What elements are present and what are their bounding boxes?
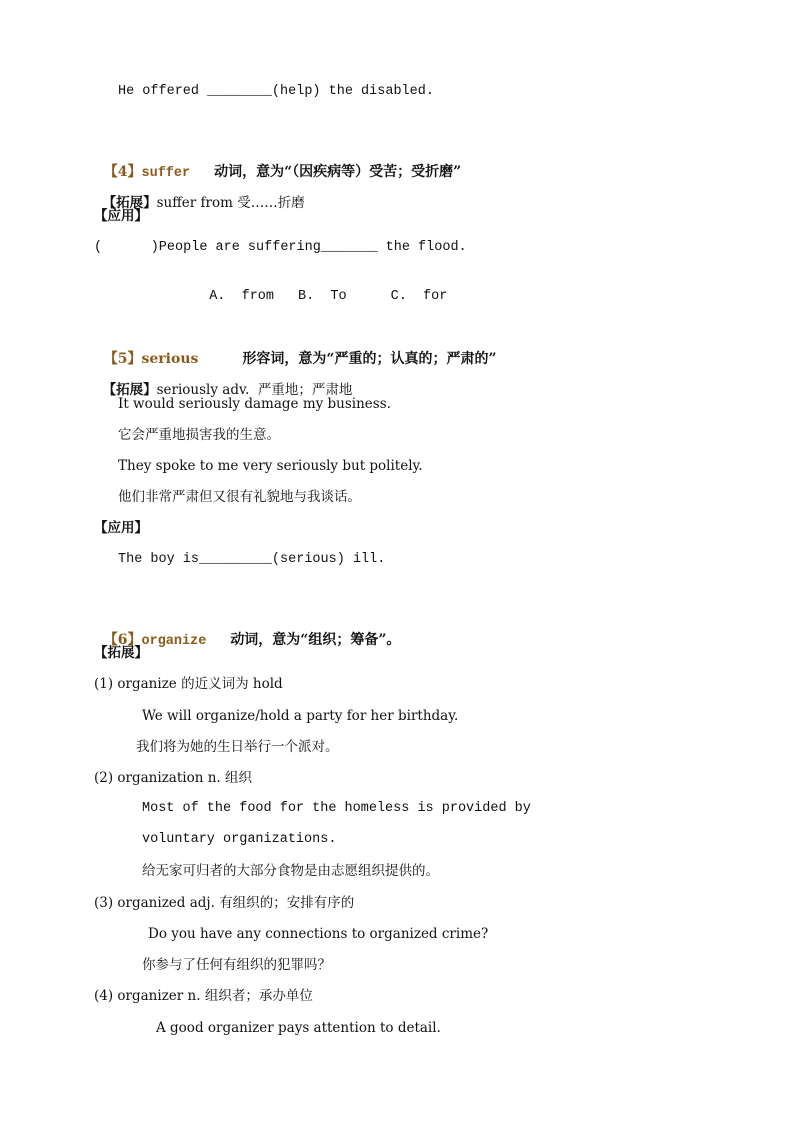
intro-sentence: He offered ________(help) the disabled. bbox=[118, 84, 434, 99]
section-6-extension-label: 【拓展】 bbox=[94, 645, 148, 661]
section-5-application-label: 【应用】 bbox=[94, 520, 148, 536]
section-5-extension-text: seriously adv. 严重地；严肃地 bbox=[156, 382, 353, 398]
section-5-word: serious bbox=[141, 351, 199, 367]
section-6-item-4-en: A good organizer pays attention to detail. bbox=[156, 1020, 441, 1036]
section-6-item-1-zh: 我们将为她的生日举行一个派对。 bbox=[136, 739, 339, 755]
extension-label: 【拓展】 bbox=[102, 195, 157, 211]
section-5-example-1-zh: 它会严重地损害我的生意。 bbox=[118, 427, 280, 443]
section-5-example-2-en: They spoke to me very seriously but politely. bbox=[118, 458, 423, 474]
section-6-item-2: (2) organization n. 组织 bbox=[94, 770, 252, 786]
section-4-question: ( )People are suffering_______ the flood. bbox=[94, 240, 467, 255]
section-4-number: 【4】 bbox=[103, 164, 142, 180]
section-6-number: 【6】 bbox=[103, 632, 142, 648]
section-5-extension bbox=[94, 363, 352, 399]
section-4-definition: 动词，意为“（因疾病等）受苦；受折磨” bbox=[214, 164, 462, 180]
section-6-item-3-zh: 你参与了任何有组织的犯罪吗？ bbox=[142, 957, 331, 973]
section-6-item-4: (4) organizer n. 组织者；承办单位 bbox=[94, 988, 313, 1004]
section-6-item-2-en-line-1: Most of the food for the homeless is provided by bbox=[142, 801, 531, 816]
section-6-item-3-en: Do you have any connections to organized crime? bbox=[148, 926, 489, 942]
section-5-question: The boy is_________(serious) ill. bbox=[118, 552, 386, 567]
section-6-word: organize bbox=[141, 634, 207, 649]
section-4-application-label: 【应用】 bbox=[94, 208, 148, 224]
section-4-word: suffer bbox=[141, 166, 191, 181]
section-6-definition: 动词，意为“组织；筹备”。 bbox=[230, 632, 401, 648]
section-4-options bbox=[193, 270, 447, 306]
section-5-example-1-en: It would seriously damage my business. bbox=[118, 396, 391, 412]
section-4-extension-text: suffer from 受……折磨 bbox=[156, 195, 305, 211]
section-6-item-1-en: We will organize/hold a party for her birthday. bbox=[142, 708, 459, 724]
section-5-example-2-zh: 他们非常严肃但又很有礼貌地与我谈话。 bbox=[118, 489, 361, 505]
option-b: B. To bbox=[298, 289, 347, 304]
section-6-item-1: (1) organize 的近义词为 hold bbox=[94, 676, 283, 692]
section-5-definition: 形容词，意为“严重的；认真的；严肃的” bbox=[242, 351, 497, 367]
option-a: A. from bbox=[209, 289, 275, 304]
section-6-item-2-en-line-2: voluntary organizations. bbox=[142, 832, 337, 847]
section-5-number: 【5】 bbox=[103, 351, 142, 367]
section-6-item-2-zh: 给无家可归者的大部分食物是由志愿组织提供的。 bbox=[142, 863, 439, 879]
extension-label: 【拓展】 bbox=[102, 382, 157, 398]
section-6-item-3: (3) organized adj. 有组织的；安排有序的 bbox=[94, 895, 355, 911]
option-c: C. for bbox=[390, 289, 448, 304]
